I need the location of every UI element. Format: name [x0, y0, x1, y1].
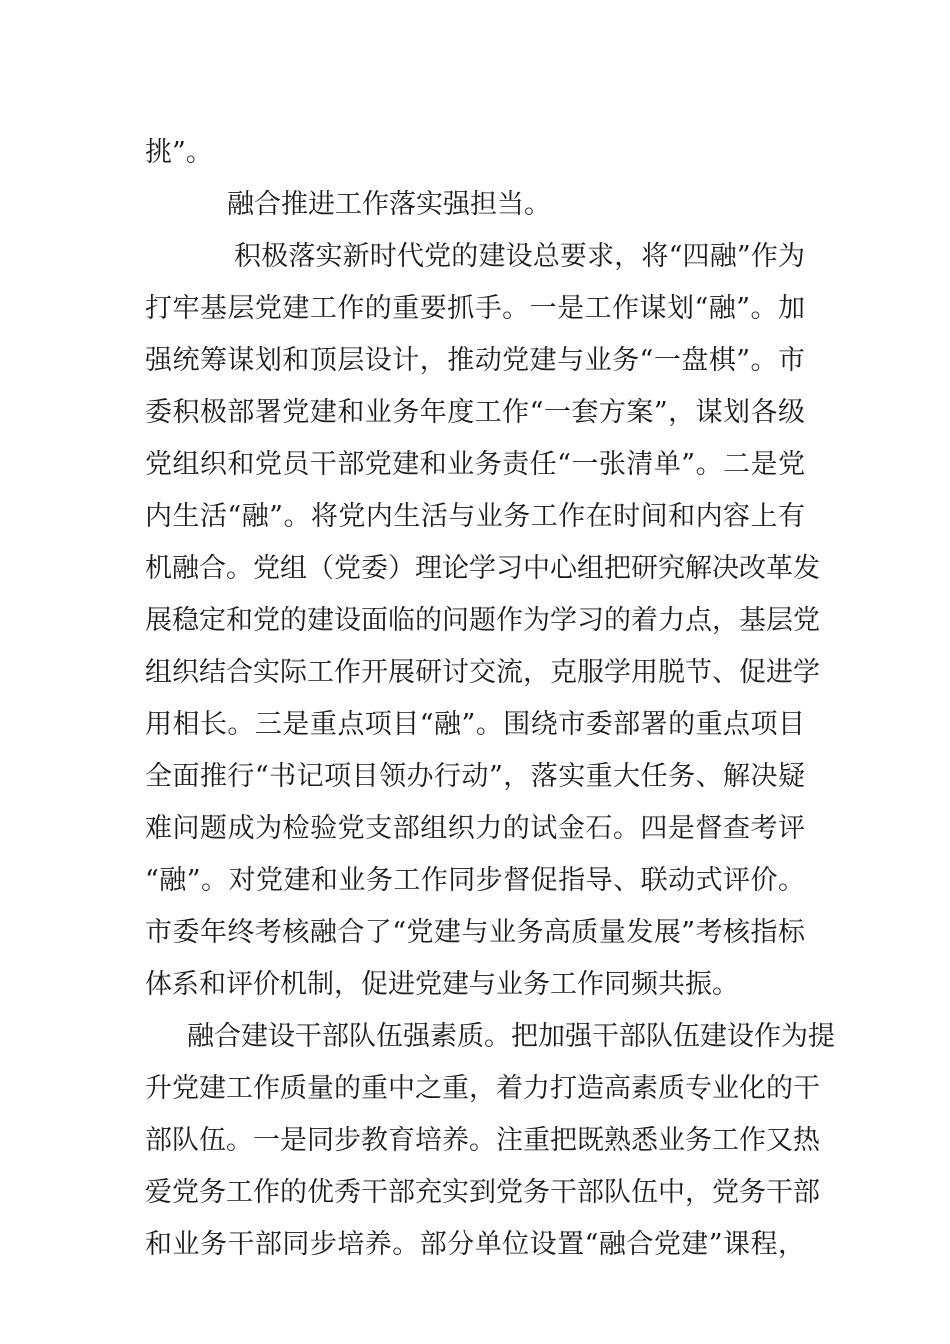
text-line: 部队伍。一是同步教育培养。注重把既熟悉业务工作又热	[145, 1125, 820, 1156]
text-line: 组织结合实际工作开展研讨交流，克服学用脱节、促进学	[145, 657, 820, 688]
text-line: 挑”。	[145, 137, 213, 168]
text-line: 和业务干部同步培养。部分单位设置“融合党建”课程，	[145, 1229, 805, 1260]
text-line: 机融合。党组（党委）理论学习中心组把研究解决改革发	[145, 553, 820, 584]
text-line: 委积极部署党建和业务年度工作“一套方案”，谋划各级	[145, 397, 805, 428]
text-line: 展稳定和党的建设面临的问题作为学习的着力点，基层党	[145, 605, 820, 636]
text-line: 全面推行“书记项目领办行动”，落实重大任务、解决疑	[145, 761, 805, 792]
text-line: 升党建工作质量的重中之重，着力打造高素质专业化的干	[145, 1073, 820, 1104]
text-line: 市委年终考核融合了“党建与业务高质量发展”考核指标	[145, 917, 805, 948]
text-line: 爱党务工作的优秀干部充实到党务干部队伍中，党务干部	[145, 1177, 820, 1208]
text-line: 融合建设干部队伍强素质。把加强干部队伍建设作为提	[187, 1021, 835, 1052]
text-line: 打牢基层党建工作的重要抓手。一是工作谋划“融”。加	[145, 293, 805, 324]
text-line: “融”。对党建和业务工作同步督促指导、联动式评价。	[145, 865, 805, 896]
text-line: 内生活“融”。将党内生活与业务工作在时间和内容上有	[145, 501, 805, 532]
text-line: 难问题成为检验党支部组织力的试金石。四是督查考评	[145, 813, 805, 844]
text-line: 体系和评价机制，促进党建与业务工作同频共振。	[145, 969, 739, 1000]
text-line: 强统筹谋划和顶层设计，推动党建与业务“一盘棋”。市	[145, 345, 805, 376]
section-heading: 融合推进工作落实强担当。	[227, 189, 551, 220]
text-line: 党组织和党员干部党建和业务责任“一张清单”。二是党	[145, 449, 805, 480]
text-line: 用相长。三是重点项目“融”。围绕市委部署的重点项目	[145, 709, 805, 740]
text-line: 积极落实新时代党的建设总要求，将“四融”作为	[234, 241, 805, 272]
